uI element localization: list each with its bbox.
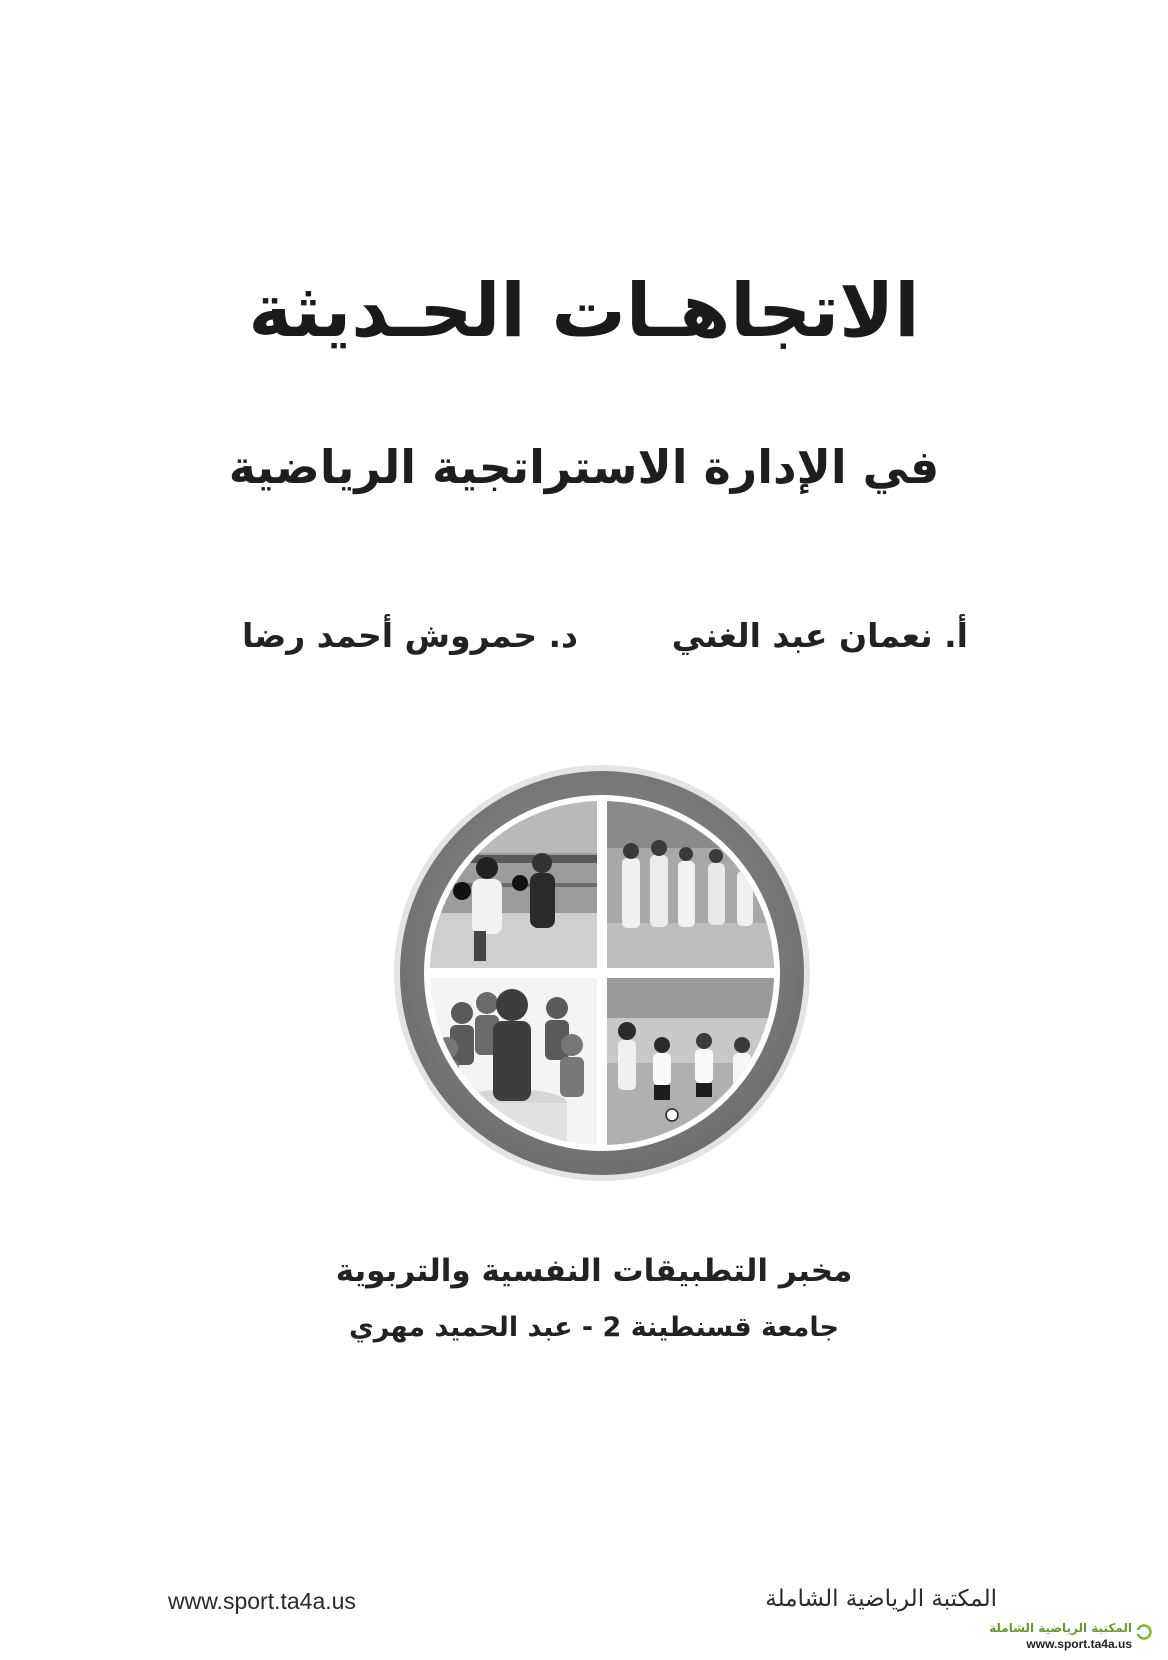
book-subtitle: في الإدارة الاستراتجية الرياضية <box>228 440 940 494</box>
university-name: جامعة قسنطينة 2 - عبد الحميد مهري <box>349 1312 839 1343</box>
sports-photo-emblem <box>392 763 812 1183</box>
book-title: الاتجاهـات الحـديثة <box>248 268 920 354</box>
library-logo-icon <box>1136 1624 1152 1640</box>
lab-name: مخبر التطبيقات النفسية والتربوية <box>335 1253 853 1289</box>
footer-url[interactable]: www.sport.ta4a.us <box>168 1588 356 1614</box>
badge-url[interactable]: www.sport.ta4a.us <box>1026 1637 1132 1651</box>
author-1: أ. نعمان عبد الغني <box>671 616 968 655</box>
library-badge[interactable] <box>989 1620 1154 1654</box>
badge-library-name: المكتبة الرياضية الشاملة <box>989 1621 1132 1635</box>
footer-library-name: المكتبة الرياضية الشاملة <box>765 1586 997 1612</box>
author-2: د. حمروش أحمد رضا <box>242 616 578 655</box>
